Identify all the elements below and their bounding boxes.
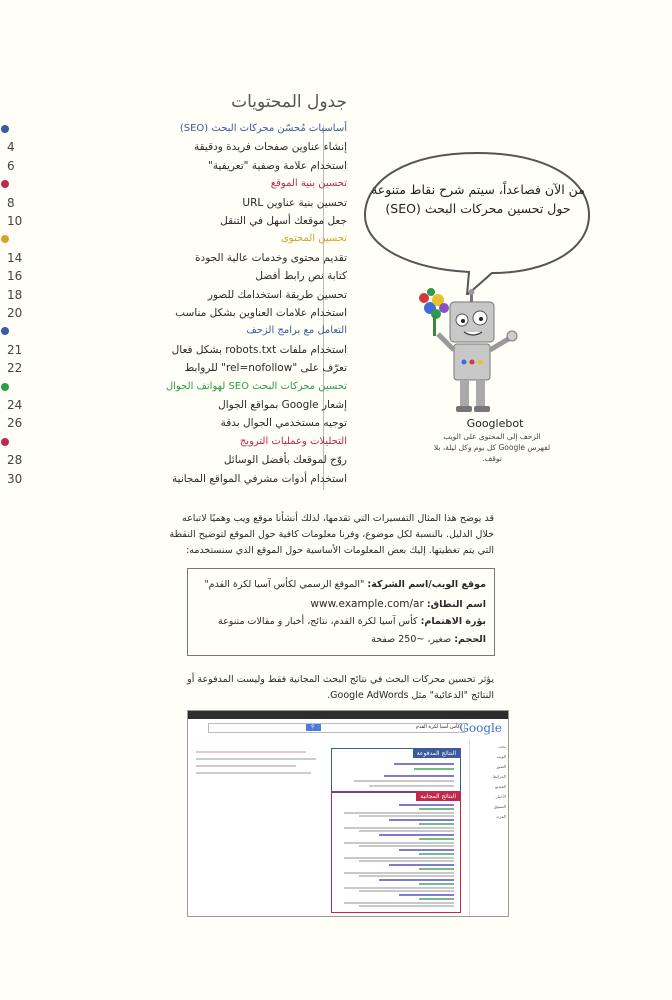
toc-entry-label: إشعار Google بمواقع الجوال: [218, 399, 347, 411]
speech-bubble: [357, 145, 597, 295]
toc-page-number: 16: [7, 269, 23, 284]
size-line: [371, 634, 486, 645]
toc-entry-label: تحسين طريقة استخدامك للصور: [207, 288, 347, 301]
toc-entry-label: إنشاء عناوين صفحات فريدة ودقيقة: [193, 141, 347, 154]
result-link[interactable]: [389, 864, 454, 866]
result-snippet: [344, 902, 454, 904]
sidebar-link[interactable]: الخرائط: [492, 774, 506, 779]
result-link[interactable]: [389, 819, 454, 821]
result-snippet: [344, 857, 454, 859]
toc-page-number: 30: [7, 471, 23, 486]
toc-entry[interactable]: [7, 304, 347, 322]
toc-entry-label: كتابة نص رابط أفضل: [255, 270, 347, 283]
result-url: [419, 823, 454, 825]
result-snippet: [344, 812, 454, 814]
sidebar-link[interactable]: الويب: [496, 754, 506, 759]
search-input[interactable]: [208, 723, 465, 733]
result-link[interactable]: [399, 894, 454, 896]
sidebar-link[interactable]: الصور: [496, 764, 506, 769]
focus-label: بؤرة الاهتمام:: [420, 616, 486, 627]
domain-line: [310, 598, 486, 610]
toc-entry[interactable]: [7, 212, 347, 230]
toc-entry[interactable]: [7, 396, 347, 414]
sidebar-link[interactable]: بحث: [498, 744, 506, 749]
toc-section-label: أساسيات مُحسّن محركات البحث (SEO): [179, 123, 347, 134]
site-name-label: موقع الويب/اسم الشركة:: [367, 579, 486, 590]
toc-entry[interactable]: [7, 341, 347, 359]
toc-entry-label: جعل موقعك أسهل في التنقل: [220, 215, 347, 227]
toc-page-number: 26: [7, 416, 23, 431]
side-ad-line: [196, 758, 316, 760]
organic-results-box: [331, 791, 461, 913]
toc-entry-label: استخدام أدوات مشرفي المواقع المجانية: [172, 472, 347, 485]
toc-entry[interactable]: [7, 138, 347, 156]
toc-page-number: 4: [7, 140, 15, 155]
ad-snippet: [354, 780, 454, 782]
result-link[interactable]: [379, 834, 454, 836]
result-link[interactable]: [399, 849, 454, 851]
sidebar-link[interactable]: الفيديو: [495, 784, 506, 789]
bubble-text: من الآن فصاعداً، سيتم شرح نقاط متنوعة حول تحسين محركات البحث (SEO): [371, 182, 585, 216]
toc-section-heading: [7, 230, 347, 248]
toc-section-dot: [1, 180, 9, 188]
toc-section-heading: [7, 378, 347, 396]
toc-page-number: 14: [7, 250, 23, 265]
toc-page-number: 10: [7, 214, 23, 228]
toc-section-label: التعامل مع برامج الزحف: [246, 325, 347, 337]
site-info-box: [187, 568, 495, 656]
result-snippet: [359, 845, 454, 847]
toc-entry-label: تعرّف على "rel=nofollow" للروابط: [184, 362, 347, 375]
side-ad-line: [196, 772, 311, 774]
toc-entry[interactable]: [7, 359, 347, 377]
toc-entry-label: توجيه مستخدمي الجوال بدقة: [220, 417, 347, 430]
search-sidebar: [470, 744, 506, 824]
result-snippet: [344, 872, 454, 874]
toc-section-dot: [1, 235, 9, 243]
result-snippet: [359, 860, 454, 862]
toc-entry[interactable]: [7, 286, 347, 304]
googlebot-robot-illustration: [418, 288, 528, 416]
google-logo: Google: [459, 721, 502, 735]
side-ad-line: [196, 765, 296, 767]
toc-entry-label: استخدام ملفات robots.txt بشكل فعال: [171, 343, 347, 356]
robot-caption: الزحف إلى المحتوى على الويب لفهرس Google كل يوم وكل ليلة، بلا توقف.: [433, 432, 551, 463]
site-name-line: [204, 579, 486, 590]
search-button[interactable]: [306, 724, 321, 731]
toc-entry-label: روّج لموقعك بأفضل الوسائل: [223, 454, 347, 467]
browser-top-bar: [188, 711, 508, 719]
result-url: [419, 853, 454, 855]
toc-page-number: 22: [7, 361, 23, 376]
result-snippet: [359, 890, 454, 892]
toc-entry-label: استخدام علامات العناوين بشكل مناسب: [175, 307, 347, 319]
result-url: [419, 898, 454, 900]
sidebar-link[interactable]: الأخبار: [495, 794, 506, 799]
toc-section-label: التحليلات وعمليات الترويج: [239, 435, 347, 447]
robot-name: Googlebot: [466, 417, 524, 430]
toc-section-dot: [1, 125, 9, 133]
toc-page-number: 24: [7, 398, 23, 412]
search-results-screenshot: [187, 710, 509, 917]
size-value: صغير، ~250 صفحة: [371, 634, 452, 645]
search-icon: ⚲: [311, 724, 315, 730]
toc-page-number: 21: [7, 342, 23, 357]
ad-url: [414, 768, 454, 770]
toc-section-heading: [7, 433, 347, 451]
result-snippet: [359, 830, 454, 832]
toc-section-dot: [1, 327, 9, 335]
toc-entry-label: استخدام علامة وصفية "تعريفية": [208, 159, 347, 172]
intro-paragraph: قد يوضح هذا المثال التفسيرات التي تقدمها، لذلك أنشأنا موقع ويب وهميًا لاتباعه خلال الدليل. بالنسبة لكل موضوع، وفرنا معلومات كافية حول الموقع لتوضيح النقطة التي يتم تغطيتها. إليك بعض المعلومات الأساسية حول الموقع الذي سنستخدمه:: [169, 513, 494, 556]
toc-title: جدول المحتويات: [231, 92, 347, 112]
search-query: كأس آسيا لكرة القدم: [415, 724, 460, 730]
toc-entry[interactable]: [7, 414, 347, 432]
result-link[interactable]: [379, 879, 454, 881]
toc-entry[interactable]: [7, 157, 347, 175]
result-url: [419, 808, 454, 810]
toc-entry-label: تقديم محتوى وخدمات عالية الجودة: [195, 251, 347, 264]
toc-section-heading: [7, 175, 347, 193]
toc-entry[interactable]: [7, 451, 347, 469]
toc-page-number: 28: [7, 453, 23, 468]
size-label: الحجم:: [454, 634, 486, 645]
result-url: [419, 838, 454, 840]
focus-value: كأس آسيا لكرة القدم، نتائج، أخبار و مقالات متنوعة: [218, 616, 418, 627]
toc-entry-label: تحسين بنية عناوين URL: [242, 196, 347, 209]
ad-link[interactable]: [384, 775, 454, 777]
focus-line: [218, 616, 486, 627]
site-name-value: "الموقع الرسمي لكأس آسيا لكرة القدم": [204, 579, 365, 590]
toc-page-number: 8: [7, 195, 15, 210]
result-snippet: [359, 875, 454, 877]
toc-section-dot: [1, 438, 9, 446]
toc-entry[interactable]: [7, 470, 347, 488]
toc-section-dot: [1, 383, 9, 391]
result-link[interactable]: [399, 804, 454, 806]
toc-section-heading: [7, 120, 347, 138]
toc-page-number: 18: [7, 287, 23, 302]
domain-label: اسم النطاق:: [426, 599, 486, 610]
organic-results-label: النتائج المجانية: [416, 792, 460, 801]
result-url: [419, 883, 454, 885]
ad-snippet: [369, 785, 454, 787]
result-snippet: [344, 887, 454, 889]
result-snippet: [344, 827, 454, 829]
result-snippet: [359, 815, 454, 817]
result-snippet: [359, 905, 454, 907]
toc-page-number: 20: [7, 306, 23, 320]
toc-section-label: تحسين المحتوى: [280, 233, 347, 245]
side-ad-line: [196, 751, 306, 753]
toc-page-number: 6: [7, 158, 15, 173]
result-url: [419, 868, 454, 870]
sidebar-link[interactable]: التسوق: [493, 804, 506, 809]
sidebar-link[interactable]: المزيد: [495, 814, 506, 819]
toc-section-heading: [7, 322, 347, 340]
toc-entry[interactable]: [7, 194, 347, 212]
toc-entry[interactable]: [7, 267, 347, 285]
ad-link[interactable]: [394, 763, 454, 765]
toc-section-label: تحسين محركات البحث SEO لهواتف الجوال: [165, 380, 347, 392]
result-snippet: [344, 842, 454, 844]
toc-entry[interactable]: [7, 249, 347, 267]
toc-section-label: تحسين بنية الموقع: [270, 178, 347, 190]
paid-results-label: النتائج المدفوعة: [413, 749, 460, 758]
seo-note-paragraph: يؤثر تحسين محركات البحث في نتائج البحث المجانية فقط وليست المدفوعة أو النتائج "الدعائية" مثل Google AdWords.: [187, 674, 494, 701]
paid-results-box: [331, 748, 461, 793]
domain-value: www.example.com/ar: [310, 598, 424, 610]
